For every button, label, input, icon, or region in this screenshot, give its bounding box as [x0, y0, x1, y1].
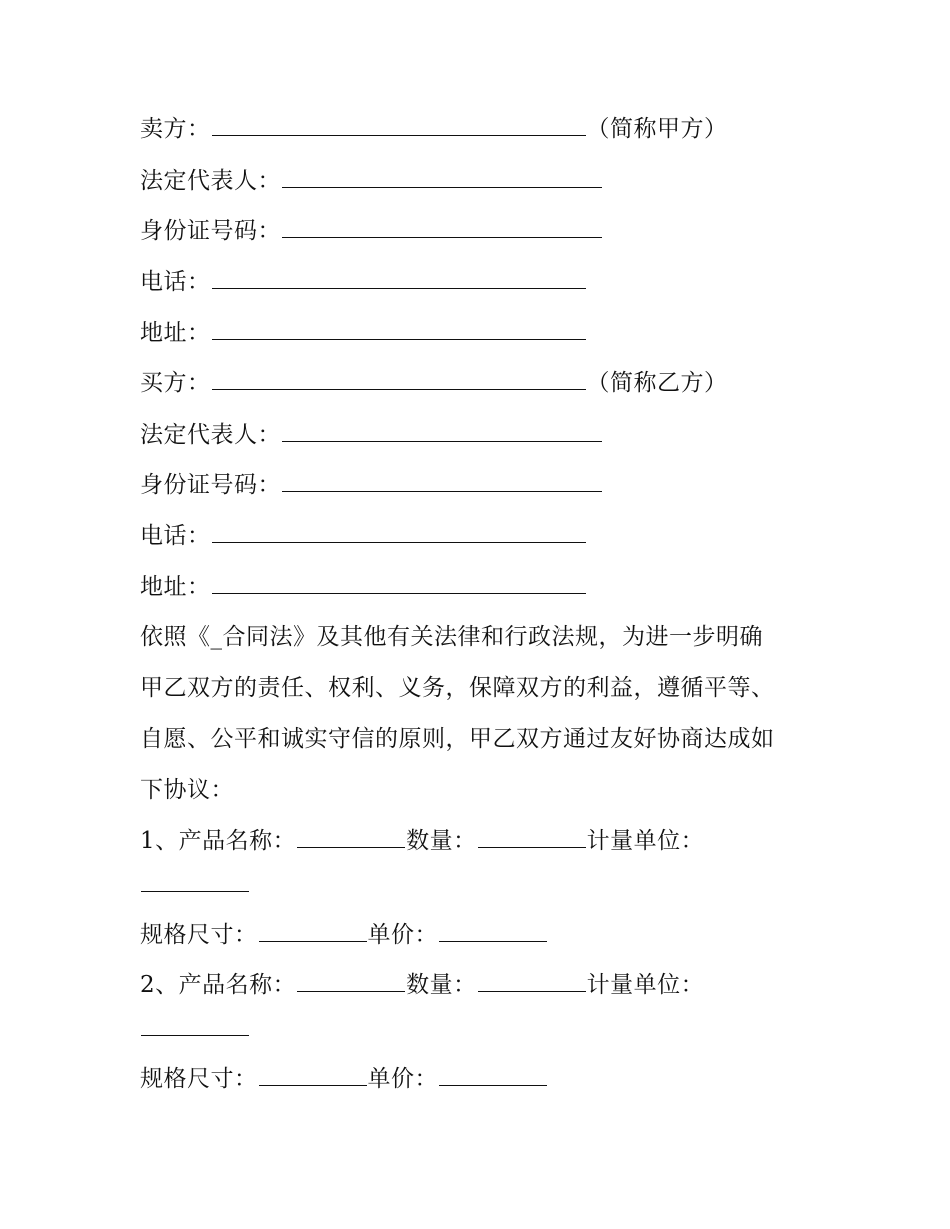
buyer-phone-blank[interactable]: [212, 522, 586, 543]
seller-phone-label: 电话：: [140, 269, 211, 295]
seller-rep-label: 法定代表人：: [140, 168, 281, 194]
buyer-phone-label: 电话：: [140, 523, 211, 549]
preamble-line-4: 下协议：: [140, 777, 234, 803]
item-1-price-label: 单价：: [367, 922, 438, 948]
item-2-spec-line: [140, 1064, 548, 1094]
item-1-spec-blank[interactable]: [259, 921, 367, 942]
seller-line: [140, 114, 728, 144]
item-1-price-blank[interactable]: [439, 921, 547, 942]
buyer-name-blank[interactable]: [212, 369, 586, 390]
buyer-id-label: 身份证号码：: [140, 472, 281, 498]
buyer-line: [140, 368, 728, 398]
buyer-rep-line: [140, 420, 603, 450]
item-1-unit-line: [140, 870, 250, 900]
seller-address-blank[interactable]: [212, 319, 586, 340]
seller-rep-line: [140, 166, 603, 196]
buyer-address-line: [140, 572, 587, 602]
seller-id-line: [140, 216, 603, 246]
item-2-spec-blank[interactable]: [259, 1065, 367, 1086]
seller-phone-line: [140, 267, 587, 297]
seller-address-label: 地址：: [140, 320, 211, 346]
item-2-line: [140, 970, 704, 1000]
buyer-suffix: （简称乙方）: [586, 370, 728, 396]
seller-label: 卖方：: [140, 116, 211, 142]
item-2-unit-blank[interactable]: [141, 1015, 249, 1036]
item-1-qty-blank[interactable]: [478, 827, 586, 848]
item-2-name-label: 2、产品名称：: [140, 972, 297, 998]
item-1-spec-label: 规格尺寸：: [140, 922, 258, 948]
item-1-spec-line: [140, 920, 548, 950]
seller-id-blank[interactable]: [282, 217, 602, 238]
buyer-rep-blank[interactable]: [282, 421, 602, 442]
seller-suffix: （简称甲方）: [586, 116, 728, 142]
buyer-address-label: 地址：: [140, 574, 211, 600]
preamble-line-1: 依照《_合同法》及其他有关法律和行政法规，为进一步明确: [140, 624, 763, 650]
item-2-unit-label: 计量单位：: [586, 972, 705, 998]
item-2-spec-label: 规格尺寸：: [140, 1066, 258, 1092]
buyer-address-blank[interactable]: [212, 573, 586, 594]
item-2-qty-label: 数量：: [406, 972, 477, 998]
item-1-name-blank[interactable]: [297, 827, 405, 848]
item-1-unit-label: 计量单位：: [586, 828, 705, 854]
seller-id-label: 身份证号码：: [140, 218, 281, 244]
item-1-qty-label: 数量：: [406, 828, 477, 854]
item-1-line: [140, 826, 704, 856]
preamble-line-3: 自愿、公平和诚实守信的原则，甲乙双方通过友好协商达成如: [140, 726, 775, 752]
preamble-line-2: 甲乙双方的责任、权利、义务，保障双方的利益，遵循平等、: [140, 675, 775, 701]
item-2-unit-line: [140, 1014, 250, 1044]
item-2-price-blank[interactable]: [439, 1065, 547, 1086]
buyer-phone-line: [140, 521, 587, 551]
buyer-id-line: [140, 470, 603, 500]
buyer-id-blank[interactable]: [282, 471, 602, 492]
seller-address-line: [140, 318, 587, 348]
seller-phone-blank[interactable]: [212, 268, 586, 289]
item-2-qty-blank[interactable]: [478, 971, 586, 992]
item-2-name-blank[interactable]: [297, 971, 405, 992]
item-2-price-label: 单价：: [367, 1066, 438, 1092]
buyer-rep-label: 法定代表人：: [140, 422, 281, 448]
seller-rep-blank[interactable]: [282, 167, 602, 188]
item-1-name-label: 1、产品名称：: [140, 828, 297, 854]
buyer-label: 买方：: [140, 370, 211, 396]
seller-name-blank[interactable]: [212, 115, 586, 136]
item-1-unit-blank[interactable]: [141, 871, 249, 892]
